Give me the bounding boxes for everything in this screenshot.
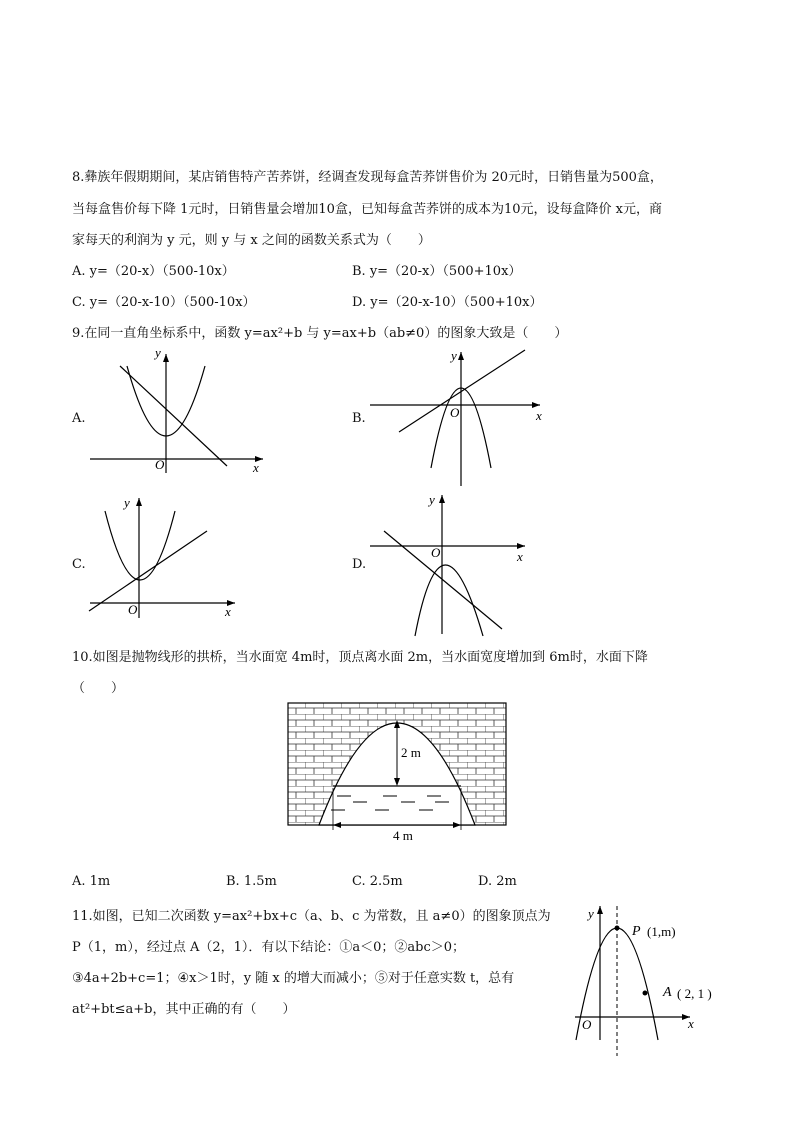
- q8-stem-line2: 当每盒售价每下降 1元时，日销售量会增加10盒，已知每盒苦荞饼的成本为10元，设每盒降价 x元，商: [72, 202, 662, 217]
- q9-label-d: D.: [352, 557, 367, 572]
- q10-option-b: B. 1.5m: [226, 874, 277, 889]
- q8-stem-line3: 家每天的利润为 y 元，则 y 与 x 之间的函数关系式为（ ）: [72, 233, 431, 248]
- q11-x-label: x: [688, 1016, 694, 1031]
- q11-point-a-label: A: [663, 985, 672, 1000]
- q9-b-origin: O: [450, 405, 460, 420]
- q11-stem-line1: 11.如图，已知二次函数 y=ax²+bx+c（a、b、c 为常数，且 a≠0）的图象顶点为: [72, 909, 551, 924]
- q11-y-label: y: [588, 906, 594, 921]
- q9-c-origin: O: [128, 602, 138, 617]
- q10-option-c: C. 2.5m: [352, 874, 403, 889]
- q8-option-c: C. y=（20-x-10）（500-10x）: [72, 295, 256, 310]
- q9-label-c: C.: [72, 557, 86, 572]
- q9-graph-d: [365, 490, 555, 638]
- q9-b-x-label: x: [536, 408, 542, 423]
- q11-point-a-coord: ( 2, 1 ): [677, 986, 712, 1001]
- q9-a-origin: O: [155, 457, 165, 472]
- q8-option-b: B. y=（20-x）（500+10x）: [352, 264, 522, 279]
- q11-origin: O: [582, 1017, 592, 1032]
- q9-graph-c: [85, 493, 275, 623]
- q10-stem-line1: 10.如图是抛物线形的拱桥，当水面宽 4m时，顶点离水面 2m，当水面宽度增加到 6m时，水面下降: [72, 650, 648, 665]
- q10-height-label: 2 m: [401, 745, 421, 760]
- q10-option-a: A. 1m: [72, 874, 111, 889]
- q11-point-p-coord: (1,m): [647, 924, 676, 939]
- q11-stem-line2: P（1，m），经过点 A（2，1）．有以下结论：①a＜0；②abc＞0；: [72, 940, 466, 955]
- q9-c-y-label: y: [124, 495, 130, 510]
- q9-label-a: A.: [72, 411, 86, 426]
- q9-label-b: B.: [352, 411, 366, 426]
- q10-stem-line2: （ ）: [72, 681, 125, 696]
- q8-option-d: D. y=（20-x-10）（500+10x）: [352, 295, 543, 310]
- q9-stem: 9.在同一直角坐标系中，函数 y=ax²+b 与 y=ax+b（ab≠0）的图象大致是（ ）: [72, 326, 568, 341]
- q9-a-y-label: y: [155, 348, 161, 360]
- q9-b-y-label: y: [451, 348, 457, 363]
- q9-d-origin: O: [431, 545, 441, 560]
- q9-a-x-label: x: [253, 460, 259, 475]
- q11-point-p-label: P: [632, 924, 641, 939]
- q11-stem-line4: at²+bt≤a+b，其中正确的有（ ）: [72, 1002, 296, 1017]
- q9-d-y-label: y: [429, 492, 435, 507]
- q8-option-a: A. y=（20-x）（500-10x）: [72, 264, 235, 279]
- q9-graph-b: [365, 348, 555, 488]
- q9-d-x-label: x: [517, 549, 523, 564]
- q10-option-d: D. 2m: [478, 874, 517, 889]
- q9-c-x-label: x: [225, 604, 231, 619]
- q11-stem-line3: ③4a+2b+c=1；④x＞1时，y 随 x 的增大而减小；⑤对于任意实数 t，总有: [72, 971, 515, 986]
- q11-parabola-figure: [570, 898, 730, 1058]
- q8-stem-line1: 8.彝族年假期期间，某店销售特产苦荞饼，经调查发现每盒苦荞饼售价为 20元时，日销售量为500盒，: [72, 170, 663, 185]
- q10-bridge-figure: [287, 702, 509, 844]
- q10-width-label: 4 m: [393, 828, 413, 843]
- q9-graph-a: [85, 348, 275, 478]
